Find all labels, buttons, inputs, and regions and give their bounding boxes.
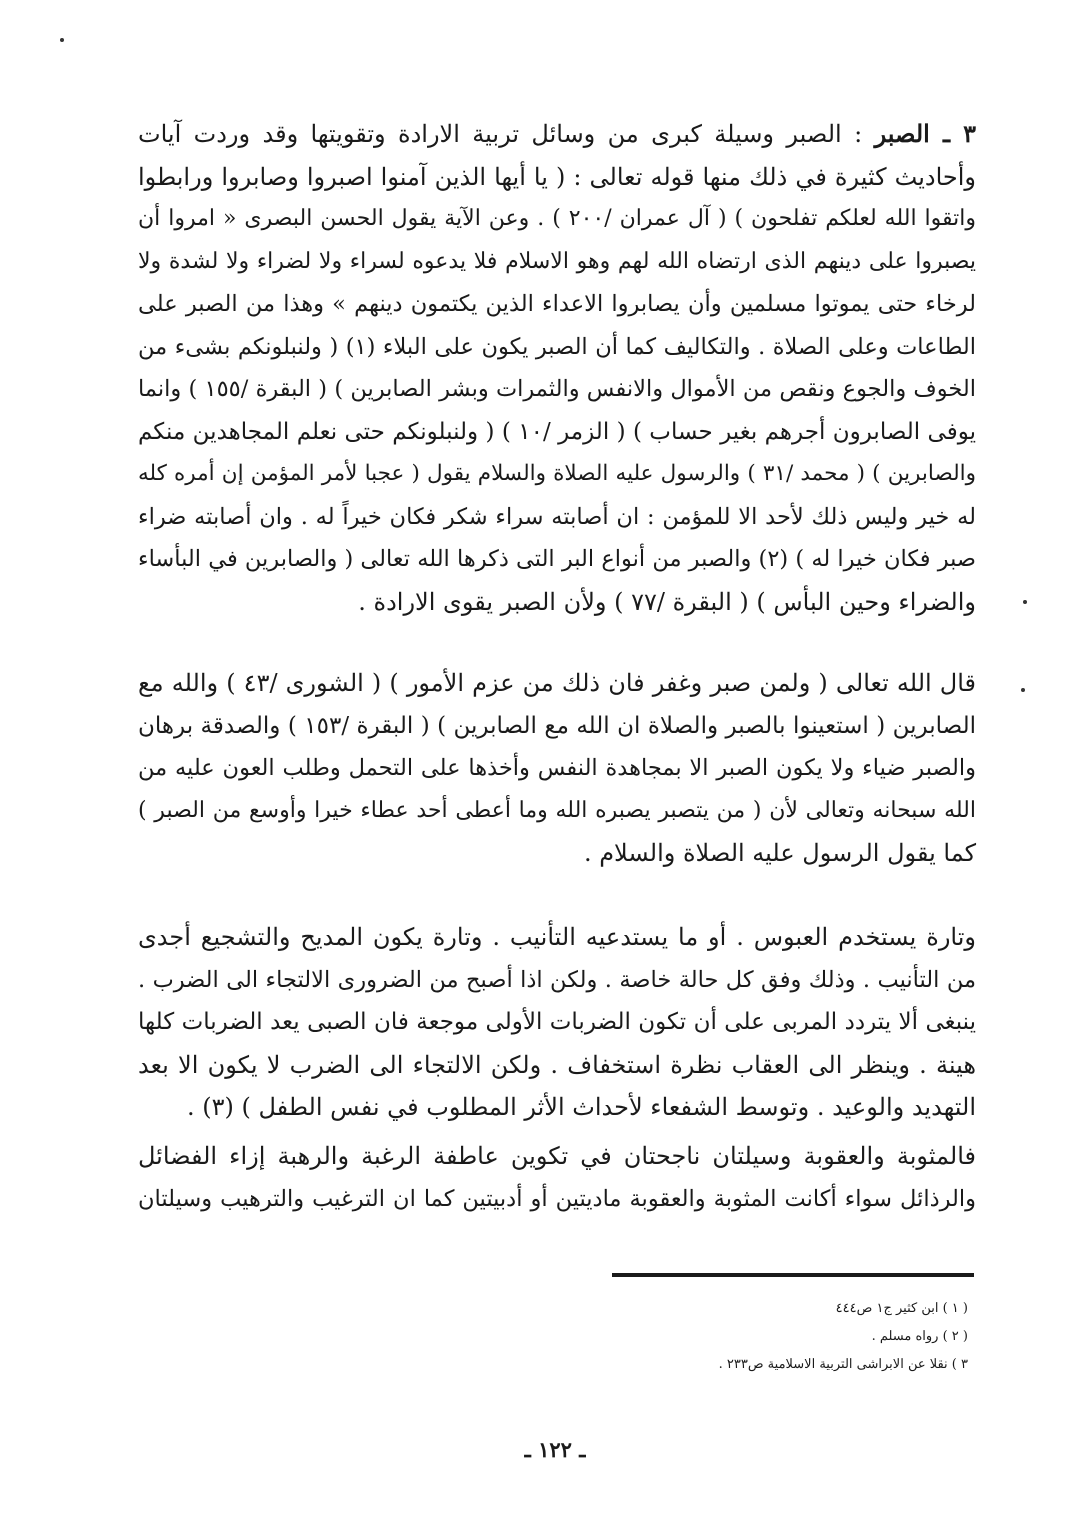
text-line: والضراء وحين البأس ) ( البقرة /٧٧ ) ولأن الصبر يقوى الارادة .	[358, 587, 976, 616]
footnote-divider	[612, 1273, 974, 1277]
text-line: فالمثوبة والعقوبة وسيلتان ناجحتان في تكوين عاطفة الرغبة والرهبة إزاء الفضائل	[138, 1142, 976, 1170]
paragraph-discipline	[138, 916, 976, 1129]
text-line: الخوف والجوع ونقص من الأموال والانفس والثمرات وبشر الصابرين ) ( البقرة /١٥٥ ) وانما	[138, 376, 976, 402]
text-line: وتارة يستخدم العبوس . أو ما يستدعيه التأنيب . وتارة يكون المديح والتشجيع أجدى	[138, 923, 976, 951]
footnote-3: ٣ ) نقلا عن الابراشى التربية الاسلامية ص٢٣٣ .	[718, 1357, 968, 1372]
scan-speck	[60, 38, 64, 42]
text-line: لرخاء حتى يموتوا مسلمين وأن يصابروا الاعداء الذين يكتمون دينهم » وهذا من الصبر على	[138, 291, 976, 317]
text-line: صبر فكان خيرا له ) (٢) والصبر من أنواع البر التى ذكرها الله تعالى ( والصابرين في البأساء	[138, 546, 977, 572]
text-line: والصبر ضياء ولا يكون الصبر الا بمجاهدة النفس وأخذها على التحمل وطلب العون عليه من	[138, 755, 976, 781]
text-line: قال الله تعالى ( ولمن صبر وغفر فان ذلك من عزم الأمور ) ( الشورى /٤٣ ) والله مع	[138, 669, 976, 697]
text-line: الله سبحانه وتعالى لأن ( من يتصبر يصبره الله وما أعطى أحد عطاء خيرا وأوسع من الصبر )	[138, 797, 976, 823]
text-line: من التأنيب . وذلك وفق كل حالة خاصة . ولكن اذا أصبح من الضرورى الالتجاء الى الضرب .	[138, 966, 976, 993]
section-heading-term: ٣ ـ الصبر	[874, 119, 976, 148]
text-line: هينة . وينظر الى العقاب نظرة استخفاف . ولكن الالتجاء الى الضرب لا يكون الا بعد	[138, 1050, 976, 1079]
text-line: كما يقول الرسول عليه الصلاة والسلام .	[583, 839, 976, 867]
text-line: وأحاديث كثيرة في ذلك منها قوله تعالى : ( يا أيها الذين آمنوا اصبروا وصابروا ورابطوا	[138, 162, 976, 191]
text-line: التهديد والوعيد . وتوسط الشفعاء لأحداث الأثر المطلوب في نفس الطفل ) (٣) .	[187, 1093, 976, 1121]
text-line: يوفى الصابرون أجرهم بغير حساب ) ( الزمر /١٠ ) ( ولنبلونكم حتى نعلم المجاهدين منكم	[138, 418, 977, 445]
paragraph-quran-quote	[138, 662, 976, 875]
text-line: والصابرين ) ( محمد /٣١ ) والرسول عليه الصلاة والسلام يقول ( عجبا لأمر المؤمن إن أمره كله	[138, 461, 976, 486]
page-number: ـ ١٢٢ ـ	[524, 1437, 586, 1462]
text-line: له خير وليس ذلك لأحد الا للمؤمن : ان أصابته سراء شكر فكان خيراً له . وان أصابته ضراء	[138, 503, 976, 530]
text-line: الصابرين ( استعينوا بالصبر والصلاة ان الله مع الصابرين ) ( البقرة /١٥٣ ) والصدقة برهان	[138, 712, 977, 739]
footnotes	[560, 1295, 968, 1379]
footnote-1: ( ١ ) ابن كثير ج١ ص٤٤٤	[835, 1301, 968, 1316]
paragraph-reward-punishment	[138, 1135, 976, 1220]
scan-speck	[1021, 688, 1025, 692]
scan-speck	[1023, 600, 1027, 604]
text-line: واتقوا الله لعلكم تفلحون ) ( آل عمران /٢٠٠ ) . وعن الآية يقول الحسن البصرى « امروا أن	[138, 206, 976, 231]
text-line: الطاعات وعلى الصلاة . والتكاليف كما أن الصبر يكون على البلاء (١) ( ولنبلونكم بشىء من	[138, 333, 977, 360]
paragraph-patience	[138, 113, 976, 623]
footnote-2: ( ٢ ) رواه مسلم .	[871, 1329, 968, 1344]
text-line: ٣ ـ الصبر : الصبر وسيلة كبرى من وسائل تربية الارادة وتقويتها وقد وردت آيات	[138, 119, 976, 148]
text-line: والرذائل سواء أكانت المثوبة والعقوبة ماديتين أو أدبيتين كما ان الترغيب والترهيب وسيلتان	[138, 1185, 976, 1212]
text-line: ينبغى ألا يتردد المربى على أن تكون الضربات الأولى موجعة فان الصبى يعد الضربات كلها	[138, 1009, 976, 1035]
text-line: يصبروا على دينهم الذى ارتضاه الله لهم وهو الاسلام فلا يدعوه لسراء ولا لضراء ولا لشدة ولا	[138, 248, 976, 274]
